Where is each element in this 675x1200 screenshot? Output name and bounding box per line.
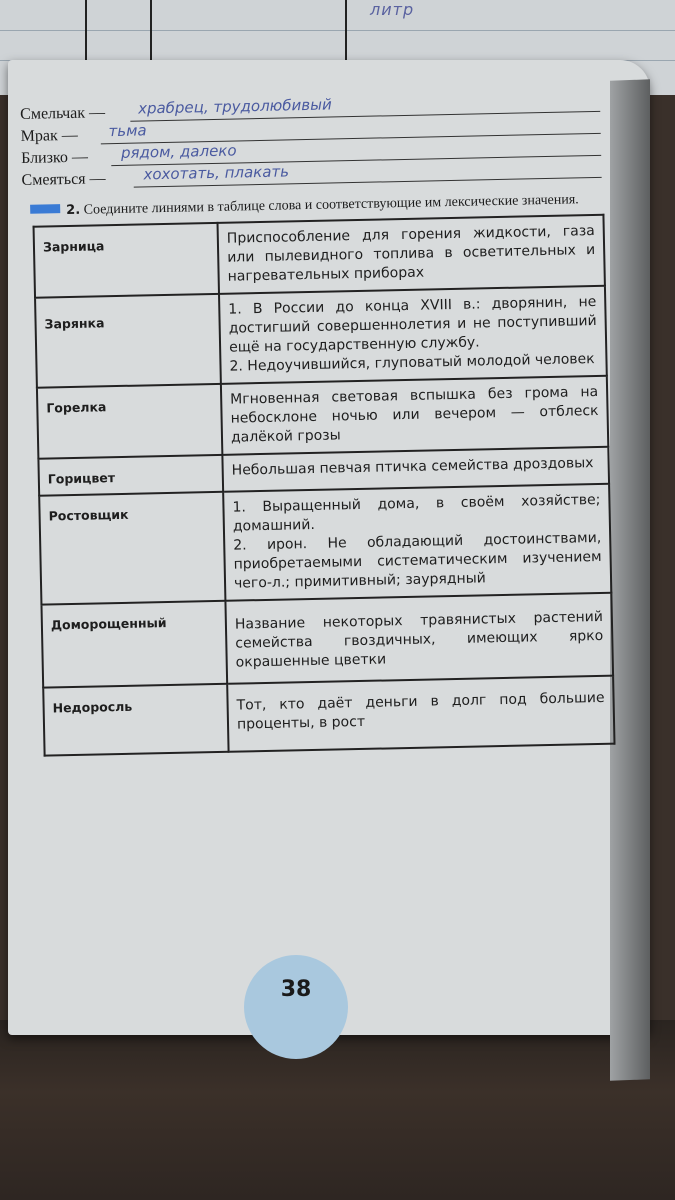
page-number-badge: [244, 955, 348, 1059]
synonym-word: Смельчак —: [20, 104, 106, 123]
table-row: [43, 676, 614, 756]
handwritten-answer: тьма: [108, 121, 147, 141]
table-row: [35, 286, 607, 388]
matching-table: [33, 214, 616, 757]
table-word: Доморощенный: [41, 601, 227, 688]
table-row: [34, 215, 605, 298]
table-word: Ростовщик: [39, 492, 225, 605]
task-text: Соедините линиями в таблице слова и соответствующие им лексические значения.: [83, 192, 579, 218]
page-content: [20, 92, 634, 756]
task-marker: [30, 204, 60, 214]
synonym-word: Близко —: [20, 148, 89, 167]
table-meaning: Приспособление для горения жидкости, газа или пылевидного топлива в осветительных и нагревательных приборах: [218, 215, 605, 294]
table-word: Горицвет: [38, 455, 223, 496]
table-row: [41, 593, 613, 688]
page-number: 38: [280, 977, 312, 1002]
table-meaning: 1. В России до конца XVIII в.: дворянин, не достигший совершеннолетия и не поступивший ещё на государственную службу. 2. Недоучившийся, глуповатый молодой человек: [219, 286, 607, 384]
table-meaning: Мгновенная световая вспышка без грома на небосклоне ночью или вечером — отблеск далёкой грозы: [221, 376, 608, 455]
task-number: 2.: [66, 202, 81, 219]
table-word: Зарница: [34, 223, 219, 298]
table-meaning: 1. Выращенный дома, в своём хозяйстве; домашний. 2. ирон. Не обладающий достоинствами, приобретаемыми систематическим изучением чего-л.; примитивный; заурядный: [223, 484, 611, 601]
synonym-list: [20, 92, 622, 193]
synonym-word: Смеяться —: [21, 170, 106, 189]
handwritten-note: литр: [370, 0, 415, 19]
table-row: [39, 484, 611, 605]
table-word: Зарянка: [35, 294, 221, 388]
table-meaning: Тот, кто даёт деньги в долг под большие проценты, в рост: [227, 676, 614, 752]
table-word: Горелка: [37, 384, 222, 459]
table-meaning: Название некоторых травянистых растений семейства гвоздичных, имеющих ярко окрашенные цветки: [225, 593, 613, 684]
handwritten-answer: рядом, далеко: [120, 141, 237, 162]
handwritten-answer: храбрец, трудолюбивый: [137, 95, 332, 118]
desk-surface: [0, 1020, 675, 1200]
table-row: [37, 376, 608, 459]
table-word: Недоросль: [43, 684, 228, 756]
table-meaning: Небольшая певчая птичка семейства дроздовых: [222, 447, 609, 492]
handwritten-answer: хохотать, плакать: [143, 162, 290, 184]
synonym-word: Мрак —: [20, 126, 78, 145]
